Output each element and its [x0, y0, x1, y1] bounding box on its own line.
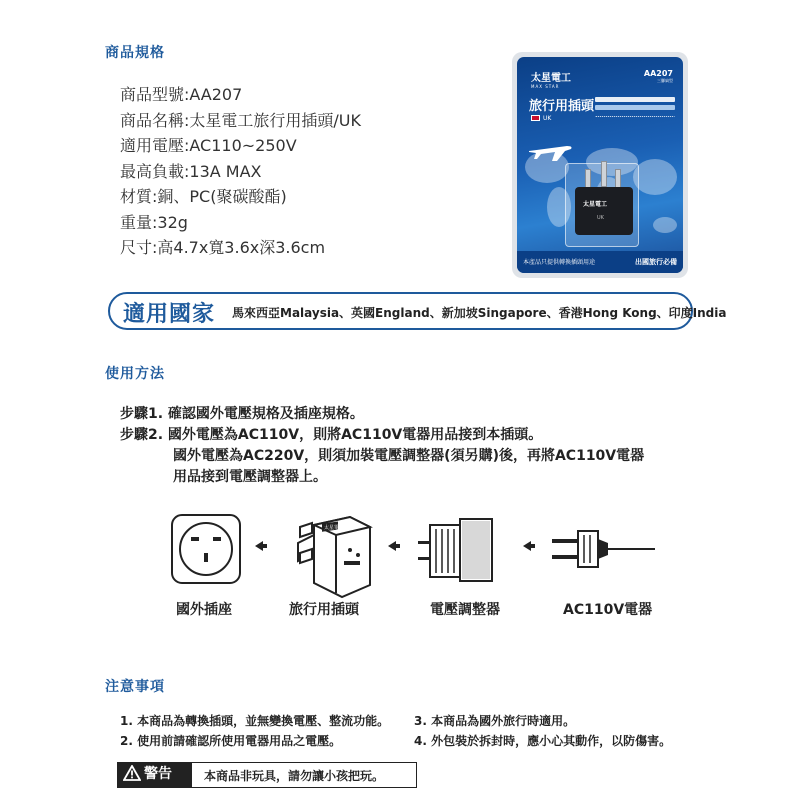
arrow-left-icon — [523, 541, 535, 551]
voltage-converter-icon — [418, 519, 492, 581]
countries-label: 適用國家 — [123, 302, 216, 327]
note-item-3: 3. 本商品為國外旅行時適用。 — [414, 714, 576, 728]
adapter-pin-icon — [585, 169, 591, 189]
package-footer-note: 本產品只提供轉換插頭用途 — [523, 259, 596, 266]
spec-name: 商品名稱:太星電工旅行用插頭/UK — [120, 110, 361, 130]
usage-step-2: 步驟2. 國外電壓為AC110V，則將AC110V電器用品接到本插頭。 — [120, 427, 543, 443]
package-brand — [531, 69, 571, 89]
adapter-pin-icon — [615, 169, 621, 189]
warning-triangle-icon — [123, 765, 141, 781]
note-item-4: 4. 外包裝於拆封時，應小心其動作，以防傷害。 — [414, 734, 672, 748]
spec-material: 材質:銅、PC(聚碳酸酯) — [120, 187, 287, 206]
spec-model: 商品型號:AA207 — [120, 85, 243, 104]
usage-step-2b: 國外電壓為AC220V，則須加裝電壓調整器(須另購)後，再將AC110V電器 — [173, 448, 645, 464]
warning-text: 本商品非玩具，請勿讓小孩把玩。 — [204, 769, 385, 783]
warning-tag — [118, 763, 192, 787]
adapter-pin-icon — [601, 161, 607, 187]
travel-adapter-icon — [298, 517, 370, 597]
spec-max-load: 最高負載:13A MAX — [120, 161, 262, 181]
flow-label-wall-socket: 國外插座 — [176, 602, 232, 618]
notes-column-right — [414, 711, 671, 751]
wall-socket-icon — [172, 515, 240, 583]
flow-adapter-brand: 太星電工 — [324, 525, 345, 531]
countries-pill — [108, 292, 727, 330]
package-card — [517, 57, 683, 273]
spec-size: 尺寸:高4.7x寬3.6x深3.6cm — [120, 238, 326, 257]
warning-tag-text: 警告 — [144, 766, 172, 782]
package-model-sub: 三腳扁型 — [657, 78, 673, 83]
notes-section-title: 注意事項 — [105, 679, 165, 695]
package-footer-slogan: 出國旅行必備 — [635, 258, 677, 266]
warning-box — [117, 762, 417, 788]
arrow-left-icon — [388, 541, 400, 551]
package-brand-sub: MAX STAR — [531, 84, 560, 89]
package-tag-block — [595, 97, 675, 125]
spec-weight: 重量:32g — [120, 212, 188, 232]
ac-plug-icon — [552, 531, 655, 567]
package-model-text: AA207 — [643, 69, 673, 78]
adapter-body-icon — [575, 187, 633, 235]
package-uk-text: UK — [543, 115, 552, 122]
spec-section-title: 商品規格 — [105, 45, 165, 61]
product-package-image — [512, 52, 688, 278]
connection-flow-diagram — [0, 505, 800, 625]
adapter-uk-text: UK — [597, 215, 604, 221]
usage-steps — [120, 404, 644, 488]
usage-step-1: 步驟1. 確認國外電壓規格及插座規格。 — [120, 406, 364, 422]
spec-list — [120, 82, 361, 261]
note-item-1: 1. 本商品為轉換插頭，並無變換電壓、整流功能。 — [120, 714, 390, 728]
usage-step-2c: 用品接到電壓調整器上。 — [173, 469, 327, 485]
uk-flag-icon — [531, 115, 540, 121]
flow-label-travel-adapter: 旅行用插頭 — [289, 602, 359, 618]
spec-voltage: 適用電壓:AC110~250V — [120, 136, 297, 155]
usage-section-title: 使用方法 — [105, 366, 165, 382]
package-brand-text: 太星電工 — [531, 73, 571, 84]
package-model — [644, 69, 673, 84]
package-uk-label — [531, 115, 551, 122]
package-title: 旅行用插頭 — [529, 99, 595, 114]
arrow-left-icon — [255, 541, 267, 551]
adapter-brand-text: 太星電工 — [583, 201, 608, 208]
flow-label-ac-appliance: AC110V電器 — [563, 602, 653, 618]
notes-column-left — [120, 711, 389, 751]
package-footer — [517, 251, 683, 273]
countries-list: 馬來西亞Malaysia、英國England、新加坡Singapore、香港Hong Kong、印度India — [232, 306, 727, 320]
airplane-icon — [527, 137, 573, 163]
flow-label-voltage-converter: 電壓調整器 — [430, 602, 500, 618]
note-item-2: 2. 使用前請確認所使用電器用品之電壓。 — [120, 734, 342, 748]
